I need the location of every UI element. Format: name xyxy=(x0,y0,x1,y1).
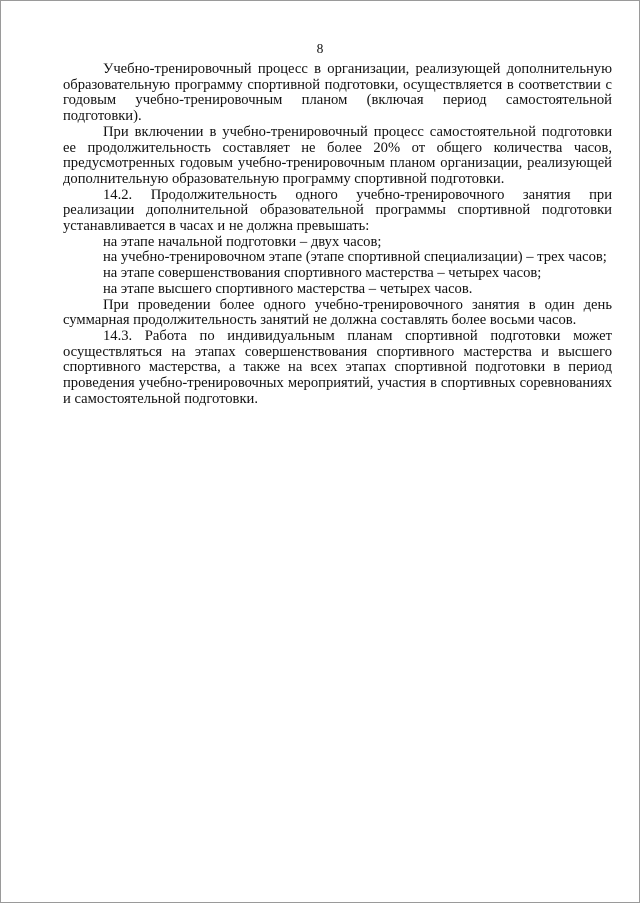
paragraph-self-preparation: При включении в учебно-тренировочный процесс самостоятельной подготовки ее продолжительность составляет не более 20% от общего количества часов, предусмотренных годовым учебно-тренировочным планом организации, реализующей дополнительную образовательную программу спортивной подготовки. xyxy=(63,123,612,187)
paragraph-daily-limit: При проведении более одного учебно-тренировочного занятия в один день суммарная продолжительность занятий не должна составлять более восьми часов. xyxy=(63,296,612,329)
paragraph-14-2-duration: 14.2. Продолжительность одного учебно-тренировочного занятия при реализации дополнительной образовательной программы спортивной подготовки устанавливается в часах и не должна превышать: xyxy=(63,186,612,235)
paragraph-training-process: Учебно-тренировочный процесс в организации, реализующей дополнительную образовательную программу спортивной подготовки, осуществляется в соответствии с годовым учебно-тренировочным планом (включая период самостоятельной подготовки). xyxy=(63,61,612,125)
paragraph-14-3-individual-plans: 14.3. Работа по индивидуальным планам спортивной подготовки может осуществляться на этапах совершенствования спортивного мастерства и высшего спортивного мастерства, а также на всех этапах спортивной подготовки в период проведения учебно-тренировочных мероприятий, участия в спортивных соревнованиях и самостоятельной подготовки. xyxy=(63,327,612,407)
list-item-improvement-stage: на этапе совершенствования спортивного мастерства – четырех часов; xyxy=(103,265,542,282)
document-body xyxy=(63,62,612,407)
list-item-highest-stage: на этапе высшего спортивного мастерства – четырех часов. xyxy=(103,280,473,297)
list-item-training-stage: на учебно-тренировочном этапе (этапе спортивной специализации) – трех часов; xyxy=(103,249,607,266)
list-item-initial-stage: на этапе начальной подготовки – двух часов; xyxy=(103,233,382,250)
page-number: 8 xyxy=(316,41,324,56)
